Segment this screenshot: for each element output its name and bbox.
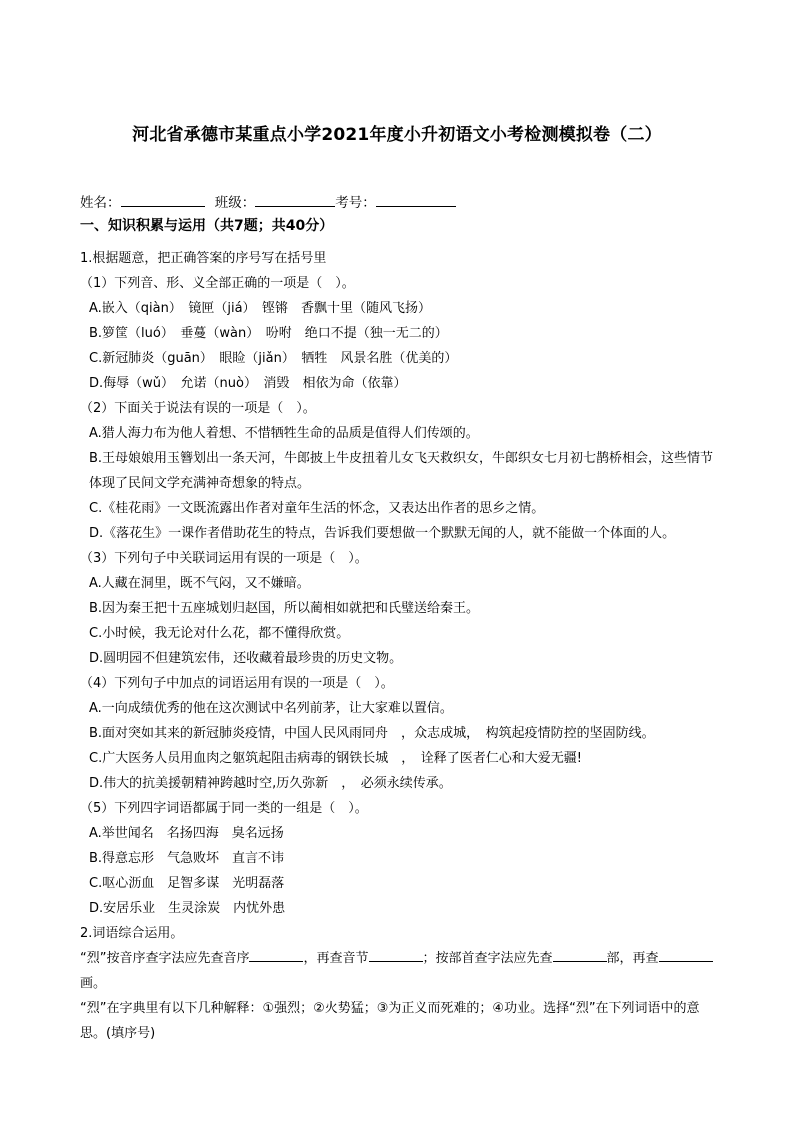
option-c-text: C.广大医务人员用血肉之躯筑起阻击病毒的钢铁长城 — [89, 751, 389, 766]
option-d[interactable]: D.侮辱（wǔ） 允诺（nuò） 消毁 相依为命（依靠） — [89, 376, 407, 391]
q2-text-d: 部，再查 — [606, 951, 659, 966]
option-b-text-end: ， 构筑起疫情防控的坚固防线。 — [466, 726, 655, 741]
option-c[interactable]: C.呕心沥血 足智多谋 光明磊落 — [89, 876, 285, 891]
q1-3-stem: （3）下列句子中关联词运用有误的一项是（ ）。 — [80, 551, 368, 566]
student-info-row — [80, 191, 456, 211]
option-d-text-end: ， 必须永续传承。 — [328, 776, 452, 791]
option-a-text: A.一向成绩优秀的他在这次测试中名列前茅 — [89, 701, 336, 716]
option-b[interactable]: B.因为秦王把十五座城划归赵国，所以蔺相如就把和氏璧送给秦王。 — [89, 601, 480, 616]
name-field[interactable] — [121, 192, 205, 207]
option-a[interactable] — [80, 696, 720, 721]
class-label: 班级： — [214, 195, 256, 211]
option-b[interactable] — [80, 721, 720, 746]
option-c[interactable]: C.《桂花雨》一文既流露出作者对童年生活的怀念，又表达出作者的思乡之情。 — [89, 501, 545, 516]
answer-blank[interactable] — [659, 948, 713, 962]
option-c[interactable] — [80, 746, 720, 771]
option-d[interactable] — [80, 771, 720, 796]
q2-paragraph-2: “烈”在字典里有以下几种解释：①强烈；②火势猛；③为正义而死难的；④功业。选择“烈”在下列词语中的意思。(填序号) — [80, 1001, 700, 1041]
q1-1-stem: （1）下列音、形、义全部正确的一项是（ ）。 — [80, 276, 355, 291]
option-a[interactable]: A.人藏在洞里，既不气闷，又不嫌暗。 — [89, 576, 310, 591]
option-c[interactable]: C.新冠肺炎（guān） 眼睑（jiǎn） 牺牲 风景名胜（优美的） — [89, 351, 458, 366]
q2-text-a: “烈”按音序查字法应先查音序 — [80, 951, 250, 966]
section-heading: 一、知识积累与运用（共7题；共40分） — [80, 218, 334, 234]
option-c-text-end: ， 诠释了医者仁心和大爱无疆! — [388, 751, 582, 766]
option-d-text: D.伟大的抗美援朝精神跨越时空,历久弥新 — [89, 776, 329, 791]
q2-stem: 2.词语综合运用。 — [80, 926, 184, 941]
q2-text-c: ；按部首查字法应先查 — [422, 951, 553, 966]
exam-no-field[interactable] — [376, 192, 456, 207]
q1-5-stem: （5）下列四字词语都属于同一类的一组是（ ）。 — [80, 801, 368, 816]
answer-blank[interactable] — [249, 948, 303, 962]
option-a[interactable]: A.嵌入（qiàn） 镜匣（jiá） 铿锵 香飘十里（随风飞扬） — [89, 301, 432, 316]
option-b-text: B.面对突如其来的新冠肺炎疫情，中国人民风雨同舟 ， — [89, 726, 415, 741]
name-label: 姓名： — [80, 195, 121, 211]
option-b[interactable]: B.得意忘形 气急败坏 直言不讳 — [89, 851, 285, 866]
option-c[interactable]: C.小时候，我无论对什么花，都不懂得欣赏。 — [89, 626, 350, 641]
exam-no-label: 考号： — [335, 195, 376, 211]
option-b[interactable]: B.王母娘娘用玉簪划出一条天河，牛郎披上牛皮扭着儿女飞天救织女，牛郎织女七月初七鹊桥相会，这些情节体现了民间文学充满神奇想象的特点。 — [89, 451, 714, 491]
q2-text-e: 画。 — [80, 976, 107, 991]
answer-blank[interactable] — [369, 948, 423, 962]
option-d[interactable]: D.安居乐业 生灵涂炭 内忧外患 — [89, 901, 286, 916]
answer-blank[interactable] — [553, 948, 607, 962]
class-field[interactable] — [255, 192, 335, 207]
q1-4-stem: （4）下列句子中加点的词语运用有误的一项是（ ）。 — [80, 676, 394, 691]
q1-stem: 1.根据题意，把正确答案的序号写在括号里 — [80, 251, 327, 266]
option-a-text-end: ，让大家难以置信。 — [335, 701, 453, 716]
option-d[interactable]: D.圆明园不但建筑宏伟，还收藏着最珍贵的历史文物。 — [89, 651, 403, 666]
q2-paragraph-1 — [80, 946, 720, 996]
q2-text-b: ，再查音节 — [303, 951, 369, 966]
option-d[interactable]: D.《落花生》一课作者借助花生的特点，告诉我们要想做一个默默无闻的人，就不能做一个体面的人。 — [89, 526, 676, 541]
option-a[interactable]: A.猎人海力布为他人着想、不惜牺牲生命的品质是值得人们传颂的。 — [89, 426, 479, 441]
option-a[interactable]: A.举世闻名 名扬四海 臭名远扬 — [89, 826, 284, 841]
option-b[interactable]: B.箩筐（luó） 垂蔓（wàn） 吩咐 绝口不提（独一无二的） — [89, 326, 448, 341]
option-b-dotted-word: 众志成城 — [414, 726, 467, 741]
question-body — [80, 246, 720, 1046]
page-title: 河北省承德市某重点小学2021年度小升初语文小考检测模拟卷（二） — [132, 125, 662, 145]
q1-2-stem: （2）下面关于说法有误的一项是（ ）。 — [80, 401, 316, 416]
